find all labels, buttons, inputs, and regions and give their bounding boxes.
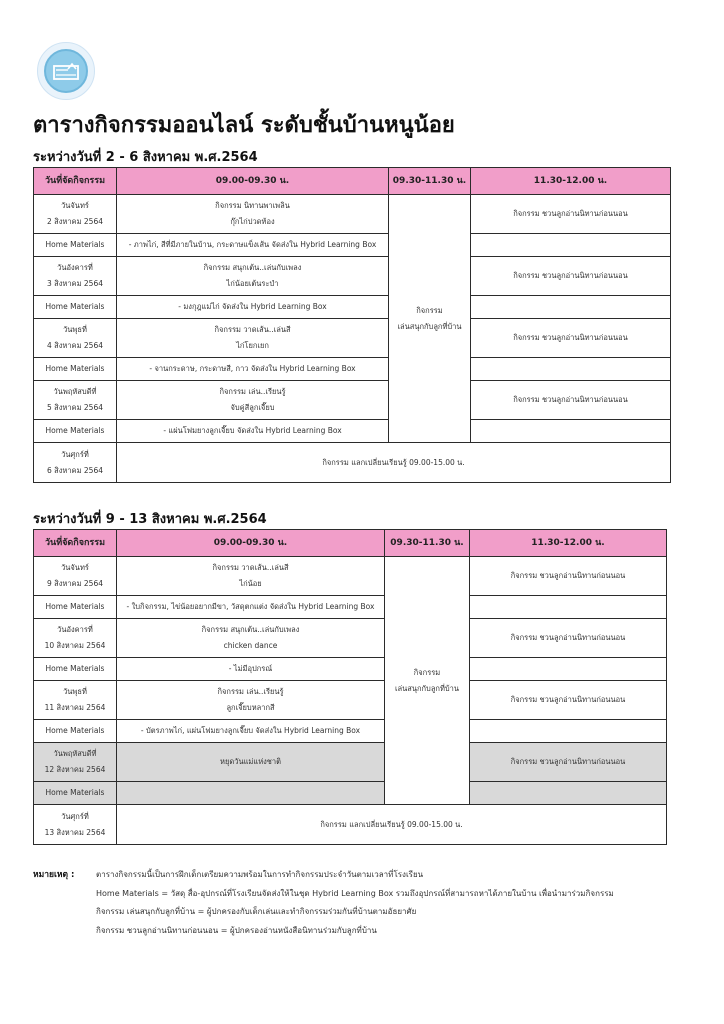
evening-cell: กิจกรรม ชวนลูกอ่านนิทานก่อนนอน — [470, 619, 667, 658]
home-materials-label: Home Materials — [34, 296, 117, 319]
day-cell: วันพฤหัสบดีที่ 12 สิงหาคม 2564 — [34, 743, 117, 782]
empty-cell — [471, 420, 671, 443]
table-row-home-materials — [34, 296, 671, 319]
activity-cell: กิจกรรม นิทานพาเพลิน กุ๊กไก่ปวดท้อง — [117, 195, 389, 234]
home-materials-cell: - จานกระดาษ, กระดาษสี, กาว จัดส่งใน Hybrid Learning Box — [117, 358, 389, 381]
home-materials-label: Home Materials — [34, 596, 117, 619]
day-cell: วันจันทร์ 2 สิงหาคม 2564 — [34, 195, 117, 234]
friday-activity-cell: กิจกรรม แลกเปลี่ยนเรียนรู้ 09.00-15.00 น. — [117, 805, 667, 845]
day-cell: วันอังคารที่ 3 สิงหาคม 2564 — [34, 257, 117, 296]
table-row-home-materials — [34, 658, 667, 681]
home-materials-cell: - บัตรภาพไก่, แผ่นโฟมยางลูกเจี๊ยบ จัดส่งใน Hybrid Learning Box — [117, 720, 385, 743]
note-line: ตารางกิจกรรมนี้เป็นการฝึกเด็กเตรียมความพร้อมในการทำกิจกรรมประจำวันตามเวลาที่โรงเรียน — [96, 870, 424, 879]
building-icon — [52, 60, 80, 82]
home-materials-label: Home Materials — [34, 234, 117, 257]
header-time-0900: 09.00-09.30 น. — [117, 168, 389, 195]
evening-cell: กิจกรรม ชวนลูกอ่านนิทานก่อนนอน — [471, 195, 671, 234]
evening-cell: กิจกรรม ชวนลูกอ่านนิทานก่อนนอน — [470, 557, 667, 596]
friday-activity-cell: กิจกรรม แลกเปลี่ยนเรียนรู้ 09.00-15.00 น. — [117, 443, 671, 483]
school-emblem-icon — [44, 49, 88, 93]
table-row-friday — [34, 805, 667, 845]
home-materials-cell: - ใบกิจกรรม, ไข่น้อยอยากมีขา, วัสดุตกแต่ง จัดส่งใน Hybrid Learning Box — [117, 596, 385, 619]
middle-activity-cell: กิจกรรม เล่นสนุกกับลูกที่บ้าน — [389, 195, 471, 443]
header-date: วันที่จัดกิจกรรม — [34, 168, 117, 195]
empty-cell — [471, 296, 671, 319]
school-emblem-logo — [37, 42, 95, 100]
table-row — [34, 557, 667, 596]
empty-cell — [470, 782, 667, 805]
table-row — [34, 257, 671, 296]
header-time-1130: 11.30-12.00 น. — [471, 168, 671, 195]
note-line: Home Materials = วัสดุ สื่อ-อุปกรณ์ที่โรงเรียนจัดส่งให้ในชุด Hybrid Learning Box รวมถึงอุปกรณ์ที่สามารถหาได้ภายในบ้าน เพื่อนำมาร่วมกิจกรรม — [96, 888, 614, 898]
header-time-0900: 09.00-09.30 น. — [117, 530, 385, 557]
table-row-home-materials — [34, 782, 667, 805]
day-cell: วันจันทร์ 9 สิงหาคม 2564 — [34, 557, 117, 596]
day-cell: วันศุกร์ที่ 6 สิงหาคม 2564 — [34, 443, 117, 483]
schedule-table-week-1 — [33, 167, 671, 483]
table-row-home-materials — [34, 234, 671, 257]
home-materials-cell: - แผ่นโฟมยางลูกเจี๊ยบ จัดส่งใน Hybrid Learning Box — [117, 420, 389, 443]
activity-cell: กิจกรรม เล่น..เรียนรู้ ลูกเจี๊ยบหลากสี — [117, 681, 385, 720]
empty-cell — [470, 720, 667, 743]
page-title: ตารางกิจกรรมออนไลน์ ระดับชั้นบ้านหนูน้อย — [33, 113, 455, 138]
holiday-cell: หยุดวันแม่แห่งชาติ — [117, 743, 385, 782]
evening-cell: กิจกรรม ชวนลูกอ่านนิทานก่อนนอน — [471, 319, 671, 358]
activity-cell: กิจกรรม เล่น..เรียนรู้ จับคู่สีลูกเจี๊ยบ — [117, 381, 389, 420]
day-cell: วันพฤหัสบดีที่ 5 สิงหาคม 2564 — [34, 381, 117, 420]
day-cell: วันศุกร์ที่ 13 สิงหาคม 2564 — [34, 805, 117, 845]
activity-cell: กิจกรรม วาดเส้น..เล่นสี ไก่น้อย — [117, 557, 385, 596]
table-row — [34, 319, 671, 358]
header-time-0930: 09.30-11.30 น. — [385, 530, 470, 557]
activity-cell: กิจกรรม สนุกเต้น..เล่นกับเพลง ไก่น้อยเต้นระบำ — [117, 257, 389, 296]
period-heading-week-1: ระหว่างวันที่ 2 - 6 สิงหาคม พ.ศ.2564 — [33, 150, 258, 165]
schedule-table-week-2 — [33, 529, 667, 845]
table-row — [34, 681, 667, 720]
table-row-friday — [34, 443, 671, 483]
home-materials-label: Home Materials — [34, 420, 117, 443]
activity-cell: กิจกรรม วาดเส้น..เล่นสี ไก่โยกเยก — [117, 319, 389, 358]
header-time-1130: 11.30-12.00 น. — [470, 530, 667, 557]
header-date: วันที่จัดกิจกรรม — [34, 530, 117, 557]
note-line: กิจกรรม เล่นสนุกกับลูกที่บ้าน = ผู้ปกครองกับเด็กเล่นและทำกิจกรรมร่วมกันที่บ้านตามอัธยาศัย — [96, 907, 417, 916]
period-heading-week-2: ระหว่างวันที่ 9 - 13 สิงหาคม พ.ศ.2564 — [33, 512, 267, 527]
empty-cell — [470, 596, 667, 619]
home-materials-label: Home Materials — [34, 658, 117, 681]
home-materials-label: Home Materials — [34, 358, 117, 381]
home-materials-label: Home Materials — [34, 720, 117, 743]
empty-cell — [471, 358, 671, 381]
notes-label: หมายเหตุ : — [33, 870, 75, 880]
table-header-row — [34, 168, 671, 195]
table-row-holiday — [34, 743, 667, 782]
header-time-0930: 09.30-11.30 น. — [389, 168, 471, 195]
note-line: กิจกรรม ชวนลูกอ่านนิทานก่อนนอน = ผู้ปกครองอ่านหนังสือนิทานร่วมกับลูกที่บ้าน — [96, 925, 377, 935]
middle-activity-cell: กิจกรรม เล่นสนุกกับลูกที่บ้าน — [385, 557, 470, 805]
table-row — [34, 195, 671, 234]
evening-cell: กิจกรรม ชวนลูกอ่านนิทานก่อนนอน — [470, 681, 667, 720]
table-header-row — [34, 530, 667, 557]
day-cell: วันอังคารที่ 10 สิงหาคม 2564 — [34, 619, 117, 658]
empty-cell — [471, 234, 671, 257]
table-row-home-materials — [34, 420, 671, 443]
evening-cell: กิจกรรม ชวนลูกอ่านนิทานก่อนนอน — [470, 743, 667, 782]
home-materials-cell: - ไม่มีอุปกรณ์ — [117, 658, 385, 681]
table-row — [34, 381, 671, 420]
table-row-home-materials — [34, 720, 667, 743]
home-materials-label: Home Materials — [34, 782, 117, 805]
home-materials-cell: - ภาพไก่, สีที่มีภายในบ้าน, กระดาษแข็งเส้น จัดส่งใน Hybrid Learning Box — [117, 234, 389, 257]
home-materials-cell: - มงกุฎแม่ไก่ จัดส่งใน Hybrid Learning Box — [117, 296, 389, 319]
table-row — [34, 619, 667, 658]
table-row-home-materials — [34, 596, 667, 619]
empty-cell — [470, 658, 667, 681]
home-materials-cell — [117, 782, 385, 805]
evening-cell: กิจกรรม ชวนลูกอ่านนิทานก่อนนอน — [471, 381, 671, 420]
table-row-home-materials — [34, 358, 671, 381]
evening-cell: กิจกรรม ชวนลูกอ่านนิทานก่อนนอน — [471, 257, 671, 296]
day-cell: วันพุธที่ 11 สิงหาคม 2564 — [34, 681, 117, 720]
day-cell: วันพุธที่ 4 สิงหาคม 2564 — [34, 319, 117, 358]
activity-cell: กิจกรรม สนุกเต้น..เล่นกับเพลง chicken dance — [117, 619, 385, 658]
